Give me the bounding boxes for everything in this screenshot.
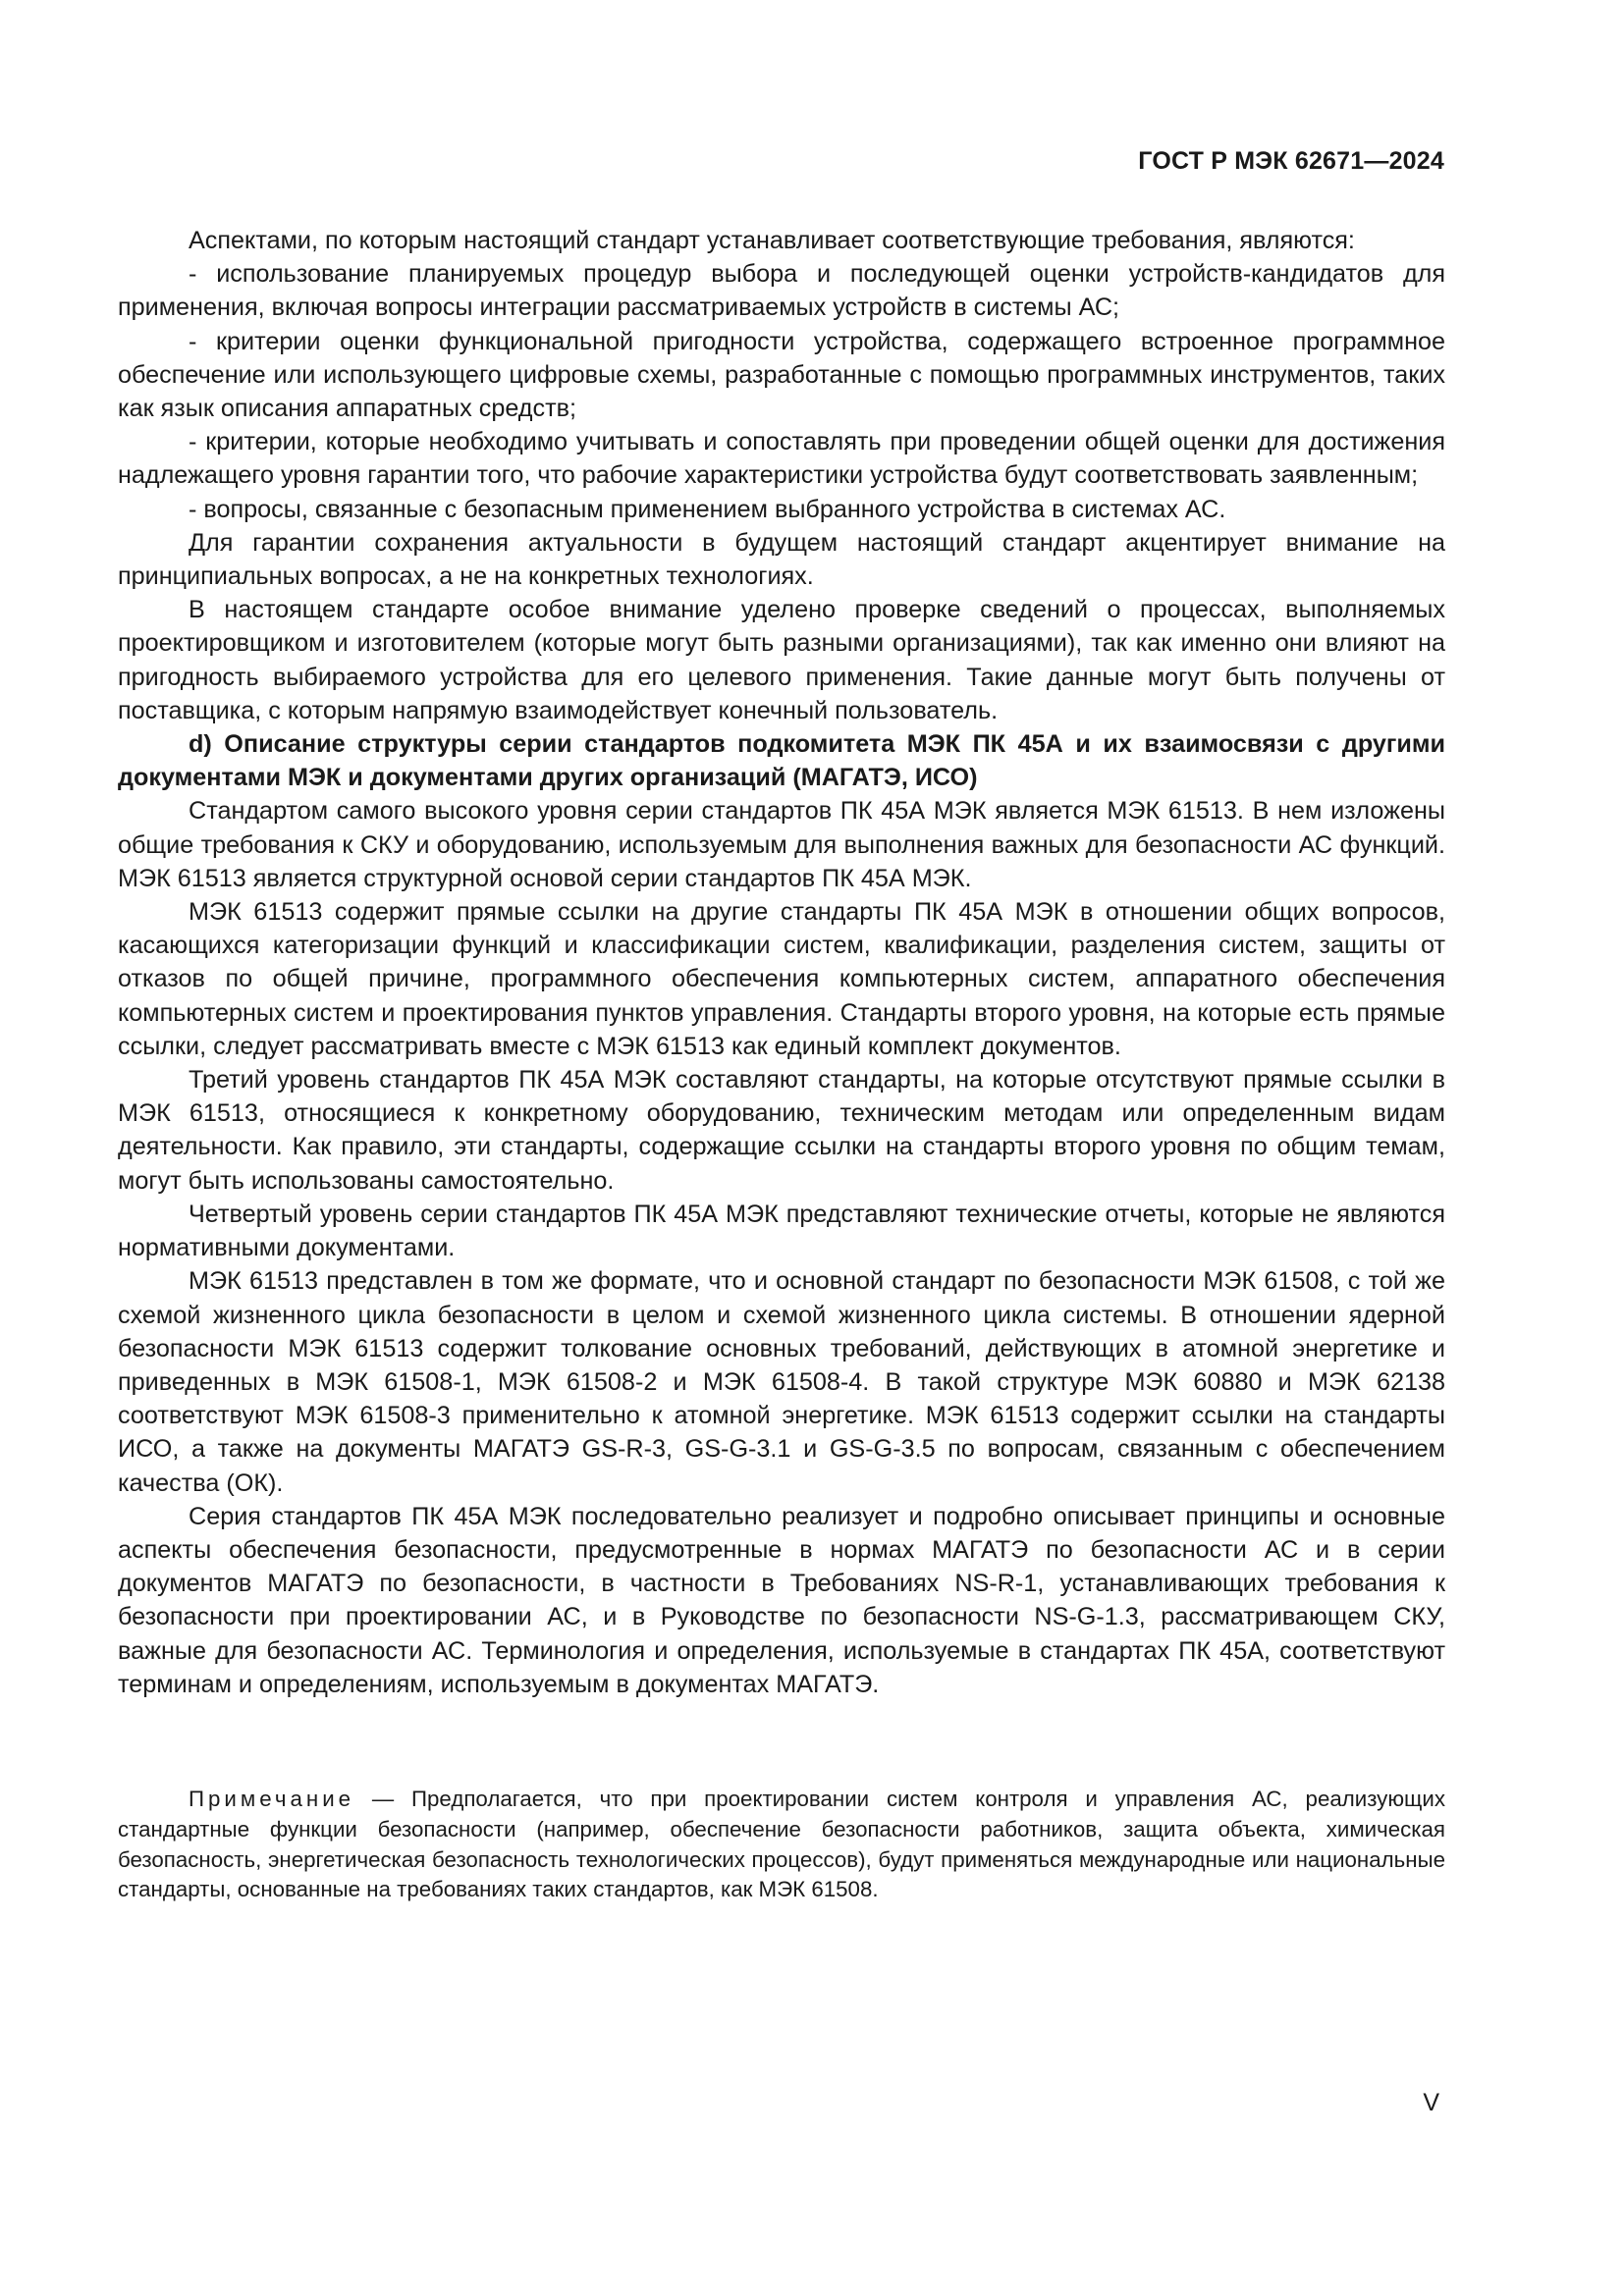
list-item: - критерии оценки функциональной пригодности устройства, содержащего встроенное программное обеспечение или использующего цифровые схемы, разработанные с помощью программных инструментов, таких как язык описания аппаратных средств;: [118, 327, 1445, 423]
paragraph: Четвертый уровень серии стандартов ПК 45А МЭК представляют технические отчеты, которые не являются нормативными документами.: [118, 1200, 1445, 1262]
paragraph: Серия стандартов ПК 45А МЭК последовательно реализует и подробно описывает принципы и основные аспекты обеспечения безопасности, предусмотренные в нормах МАГАТЭ по безопасности АС и в серии документов МАГАТЭ по безопасности, в частности в Требованиях NS-R-1, устанавливающих требования к безопасности при проектировании АС, и в Руководстве по безопасности NS-G-1.3, рассматривающем СКУ, важные для безопасности АС. Терминология и определения, используемые в стандартах ПК 45А, соответствуют терминам и определениям, используемым в документах МАГАТЭ.: [118, 1502, 1445, 1698]
paragraph: Стандартом самого высокого уровня серии стандартов ПК 45А МЭК является МЭК 61513. В нем изложены общие требования к СКУ и оборудованию, используемым для выполнения важных для безопасности АС функций. МЭК 61513 является структурной основой серии стандартов ПК 45А МЭК.: [118, 797, 1445, 892]
main-text: [118, 224, 1445, 1701]
note-text: — Предполагается, что при проектировании систем контроля и управления АС, реализующих стандартные функции безопасности (например, обеспечение безопасности работников, защита объекта, химическая безопасность, энергетическая безопасность технологических процессов), будут применяться международные или национальные стандарты, основанные на требованиях таких стандартов, как МЭК 61508.: [118, 1787, 1445, 1902]
note-label: Примечание: [189, 1787, 355, 1811]
paragraph: Аспектами, по которым настоящий стандарт устанавливает соответствующие требования, являются:: [189, 227, 1355, 254]
section-heading: d) Описание структуры серии стандартов подкомитета МЭК ПК 45А и их взаимосвязи с другими документами МЭК и документами других организаций (МАГАТЭ, ИСО): [118, 730, 1445, 792]
list-item: - использование планируемых процедур выбора и последующей оценки устройств-кандидатов для применения, включая вопросы интеграции рассматриваемых устройств в системы АС;: [118, 260, 1445, 322]
paragraph: Для гарантии сохранения актуальности в будущем настоящий стандарт акцентирует внимание на принципиальных вопросах, а не на конкретных технологиях.: [118, 528, 1445, 591]
page-number: V: [1423, 2089, 1439, 2116]
document-header-title: ГОСТ Р МЭК 62671—2024: [1138, 147, 1444, 175]
paragraph: МЭК 61513 представлен в том же формате, что и основной стандарт по безопасности МЭК 61508, с той же схемой жизненного цикла безопасности в целом и схемой жизненного цикла системы. В отношении ядерной безопасности МЭК 61513 содержит толкование основных требований, действующих в атомной энергетике и приведенных в МЭК 61508-1, МЭК 61508-2 и МЭК 61508-4. В такой структуре МЭК 60880 и МЭК 62138 соответствуют МЭК 61508-3 применительно к атомной энергетике. МЭК 61513 содержит ссылки на стандарты ИСО, а также на документы МАГАТЭ GS-R-3, GS-G-3.1 и GS-G-3.5 по вопросам, связанным с обеспечением качества (ОК).: [118, 1267, 1445, 1497]
list-item: - вопросы, связанные с безопасным применением выбранного устройства в системах АС.: [189, 495, 1226, 523]
paragraph: В настоящем стандарте особое внимание уделено проверке сведений о процессах, выполняемых проектировщиком и изготовителем (которые могут быть разными организациями), так как именно они влияют на пригодность выбираемого устройства для его целевого применения. Такие данные могут быть получены от поставщика, с которым напрямую взаимодействует конечный пользователь.: [118, 596, 1445, 724]
note-block: [118, 1785, 1445, 1905]
paragraph: Третий уровень стандартов ПК 45А МЭК составляют стандарты, на которые отсутствуют прямые ссылки в МЭК 61513, относящиеся к конкретному оборудованию, техническим методам или определенным видам деятельности. Как правило, эти стандарты, содержащие ссылки на стандарты второго уровня по общим темам, могут быть использованы самостоятельно.: [118, 1066, 1445, 1195]
paragraph: МЭК 61513 содержит прямые ссылки на другие стандарты ПК 45А МЭК в отношении общих вопросов, касающихся категоризации функций и классификации систем, квалификации, разделения систем, защиты от отказов по общей причине, программного обеспечения компьютерных систем, аппаратного обеспечения компьютерных систем и проектирования пунктов управления. Стандарты второго уровня, на которые есть прямые ссылки, следует рассматривать вместе с МЭК 61513 как единый комплект документов.: [118, 898, 1445, 1060]
list-item: - критерии, которые необходимо учитывать и сопоставлять при проведении общей оценки для достижения надлежащего уровня гарантии того, что рабочие характеристики устройства будут соответствовать заявленным;: [118, 428, 1445, 490]
